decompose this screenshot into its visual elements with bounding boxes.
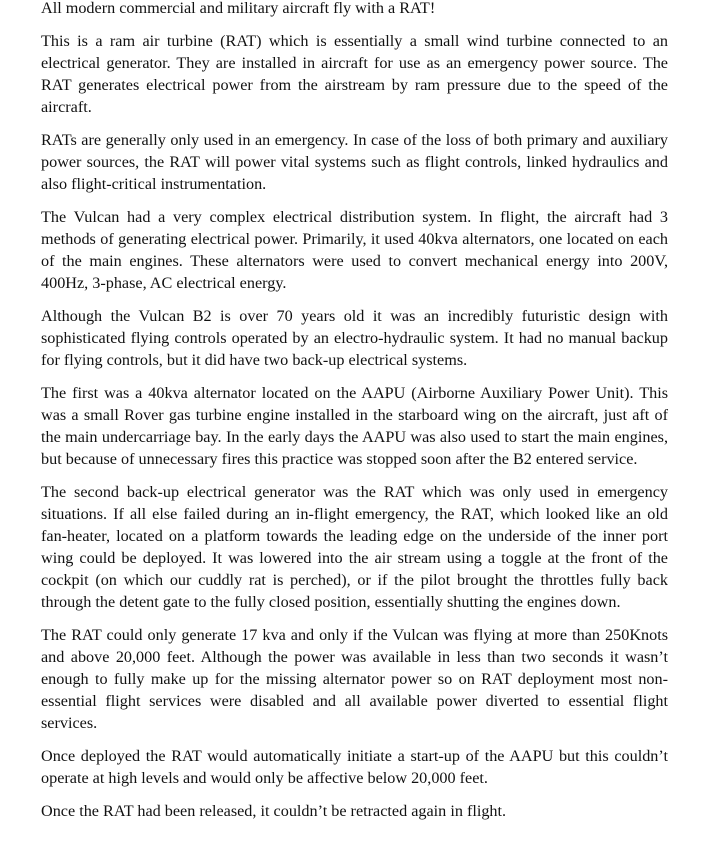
paragraph-emergency-use: RATs are generally only used in an emergency. In case of the loss of both primary and auxiliary power sources, the RAT will power vital systems such as flight controls, linked hydraulics and also flight-critical instrumentation.	[41, 131, 668, 193]
paragraph-vulcan-b2-design: Although the Vulcan B2 is over 70 years old it was an incredibly futuristic design with sophisticated flying controls operated by an electro-hydraulic system. It had no manual backup for flying controls, but it did have two back-up electrical systems.	[41, 307, 668, 369]
paragraph-rat-output: The RAT could only generate 17 kva and only if the Vulcan was flying at more than 250Knots and above 20,000 feet. Although the power was available in less than two seconds it wasn’t enough to fully make up for the missing alternator power so on RAT deployment most non-essential flight services were disabled and all available power diverted to essential flight services.	[41, 626, 668, 732]
paragraph-aapu-startup: Once deployed the RAT would automatically initiate a start-up of the AAPU but this couldn’t operate at high levels and would only be affective below 20,000 feet.	[41, 747, 668, 787]
paragraph-vulcan-electrical: The Vulcan had a very complex electrical distribution system. In flight, the aircraft had 3 methods of generating electrical power. Primarily, it used 40kva alternators, one located on each of the main engines. These alternators were used to convert mechanical energy into 200V, 400Hz, 3-phase, AC electrical energy.	[41, 208, 668, 292]
document-body	[41, 0, 668, 822]
paragraph-intro: All modern commercial and military aircraft fly with a RAT!	[41, 0, 436, 17]
paragraph-rat-backup: The second back-up electrical generator was the RAT which was only used in emergency situations. If all else failed during an in-flight emergency, the RAT, which looked like an old fan-heater, located on a platform towards the leading edge on the underside of the inner port wing could be deployed. It was lowered into the air stream using a toggle at the front of the cockpit (on which our cuddly rat is perched), or if the pilot brought the throttles fully back through the detent gate to the fully closed position, essentially shutting the engines down.	[41, 483, 668, 611]
paragraph-ram-air-turbine: This is a ram air turbine (RAT) which is essentially a small wind turbine connected to an electrical generator. They are installed in aircraft for use as an emergency power source. The RAT generates electrical power from the airstream by ram pressure due to the speed of the aircraft.	[41, 32, 668, 116]
paragraph-aapu: The first was a 40kva alternator located on the AAPU (Airborne Auxiliary Power Unit). This was a small Rover gas turbine engine installed in the starboard wing on the aircraft, just aft of the main undercarriage bay. In the early days the AAPU was also used to start the main engines, but because of unnecessary fires this practice was stopped soon after the B2 entered service.	[41, 384, 668, 468]
paragraph-rat-release: Once the RAT had been released, it couldn’t be retracted again in flight.	[41, 802, 507, 820]
